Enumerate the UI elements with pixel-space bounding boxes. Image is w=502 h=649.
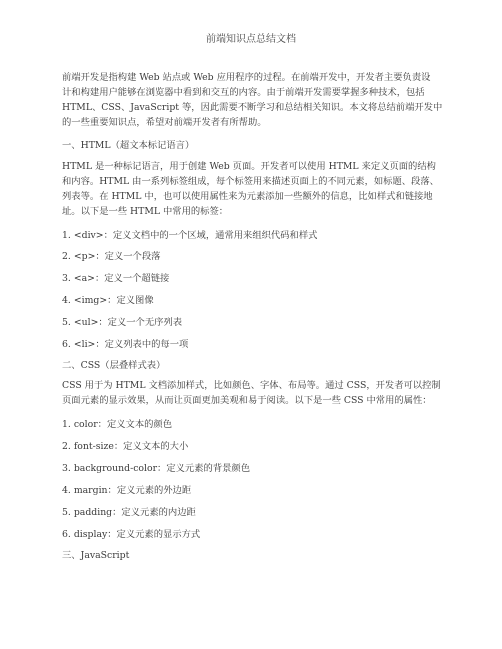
html-paragraph-line: HTML 是一种标记语言，用于创建 Web 页面。开发者可以使用 HTML 来定义页面的结构 [62, 161, 436, 172]
intro-line: 的一些重要知识点，希望对前端开发者有所帮助。 [62, 117, 267, 128]
html-paragraph [62, 159, 447, 219]
html-paragraph-line: 列表等。在 HTML 中，也可以使用属性来为元素添加一些额外的信息，比如样式和链接地 [62, 191, 433, 202]
intro-paragraph [62, 70, 447, 130]
list-item: 3. background-color：定义元素的背景颜色 [62, 463, 251, 474]
list-item: 2. font-size：定义文本的大小 [62, 441, 189, 452]
list-item: 6. <li>：定义列表中的每一项 [62, 339, 189, 350]
list-item: 4. margin：定义元素的外边距 [62, 485, 192, 496]
list-item: 4. <img>：定义图像 [62, 295, 154, 306]
section-heading-css: 二、CSS（层叠样式表） [62, 360, 166, 371]
intro-line: HTML、CSS、JavaScript 等，因此需要不断学习和总结相关知识。本文将总结前端开发中 [62, 102, 443, 113]
html-paragraph-line: 址。以下是一些 HTML 中常用的标签： [62, 206, 229, 217]
css-paragraph-line: CSS 用于为 HTML 文档添加样式，比如颜色、字体、布局等。通过 CSS，开发者可以控制 [62, 380, 441, 391]
section-heading-javascript: 三、JavaScript [62, 550, 130, 561]
list-item: 3. <a>：定义一个超链接 [62, 273, 170, 284]
section-heading-html: 一、HTML（超文本标记语言） [62, 140, 195, 151]
list-item: 6. display：定义元素的显示方式 [62, 529, 201, 540]
document-title: 前端知识点总结文档 [206, 34, 296, 45]
list-item: 5. <ul>：定义一个无序列表 [62, 317, 183, 328]
intro-line: 前端开发是指构建 Web 站点或 Web 应用程序的过程。在前端开发中，开发者主要负责设 [62, 72, 431, 83]
css-paragraph [62, 378, 447, 408]
list-item: 1. color：定义文本的颜色 [62, 419, 173, 430]
list-item: 1. <div>：定义文档中的一个区域，通常用来组织代码和样式 [62, 230, 318, 241]
list-item: 5. padding：定义元素的内边距 [62, 507, 196, 518]
intro-line: 计和构建用户能够在浏览器中看到和交互的内容。由于前端开发需要掌握多种技术，包括 [62, 87, 425, 98]
html-paragraph-line: 和内容。HTML 由一系列标签组成，每个标签用来描述页面上的不同元素，如标题、段落、 [62, 176, 439, 187]
css-paragraph-line: 页面元素的显示效果，从而让页面更加美观和易于阅读。以下是一些 CSS 中常用的属性： [62, 395, 432, 406]
list-item: 2. <p>：定义一个段落 [62, 251, 161, 262]
